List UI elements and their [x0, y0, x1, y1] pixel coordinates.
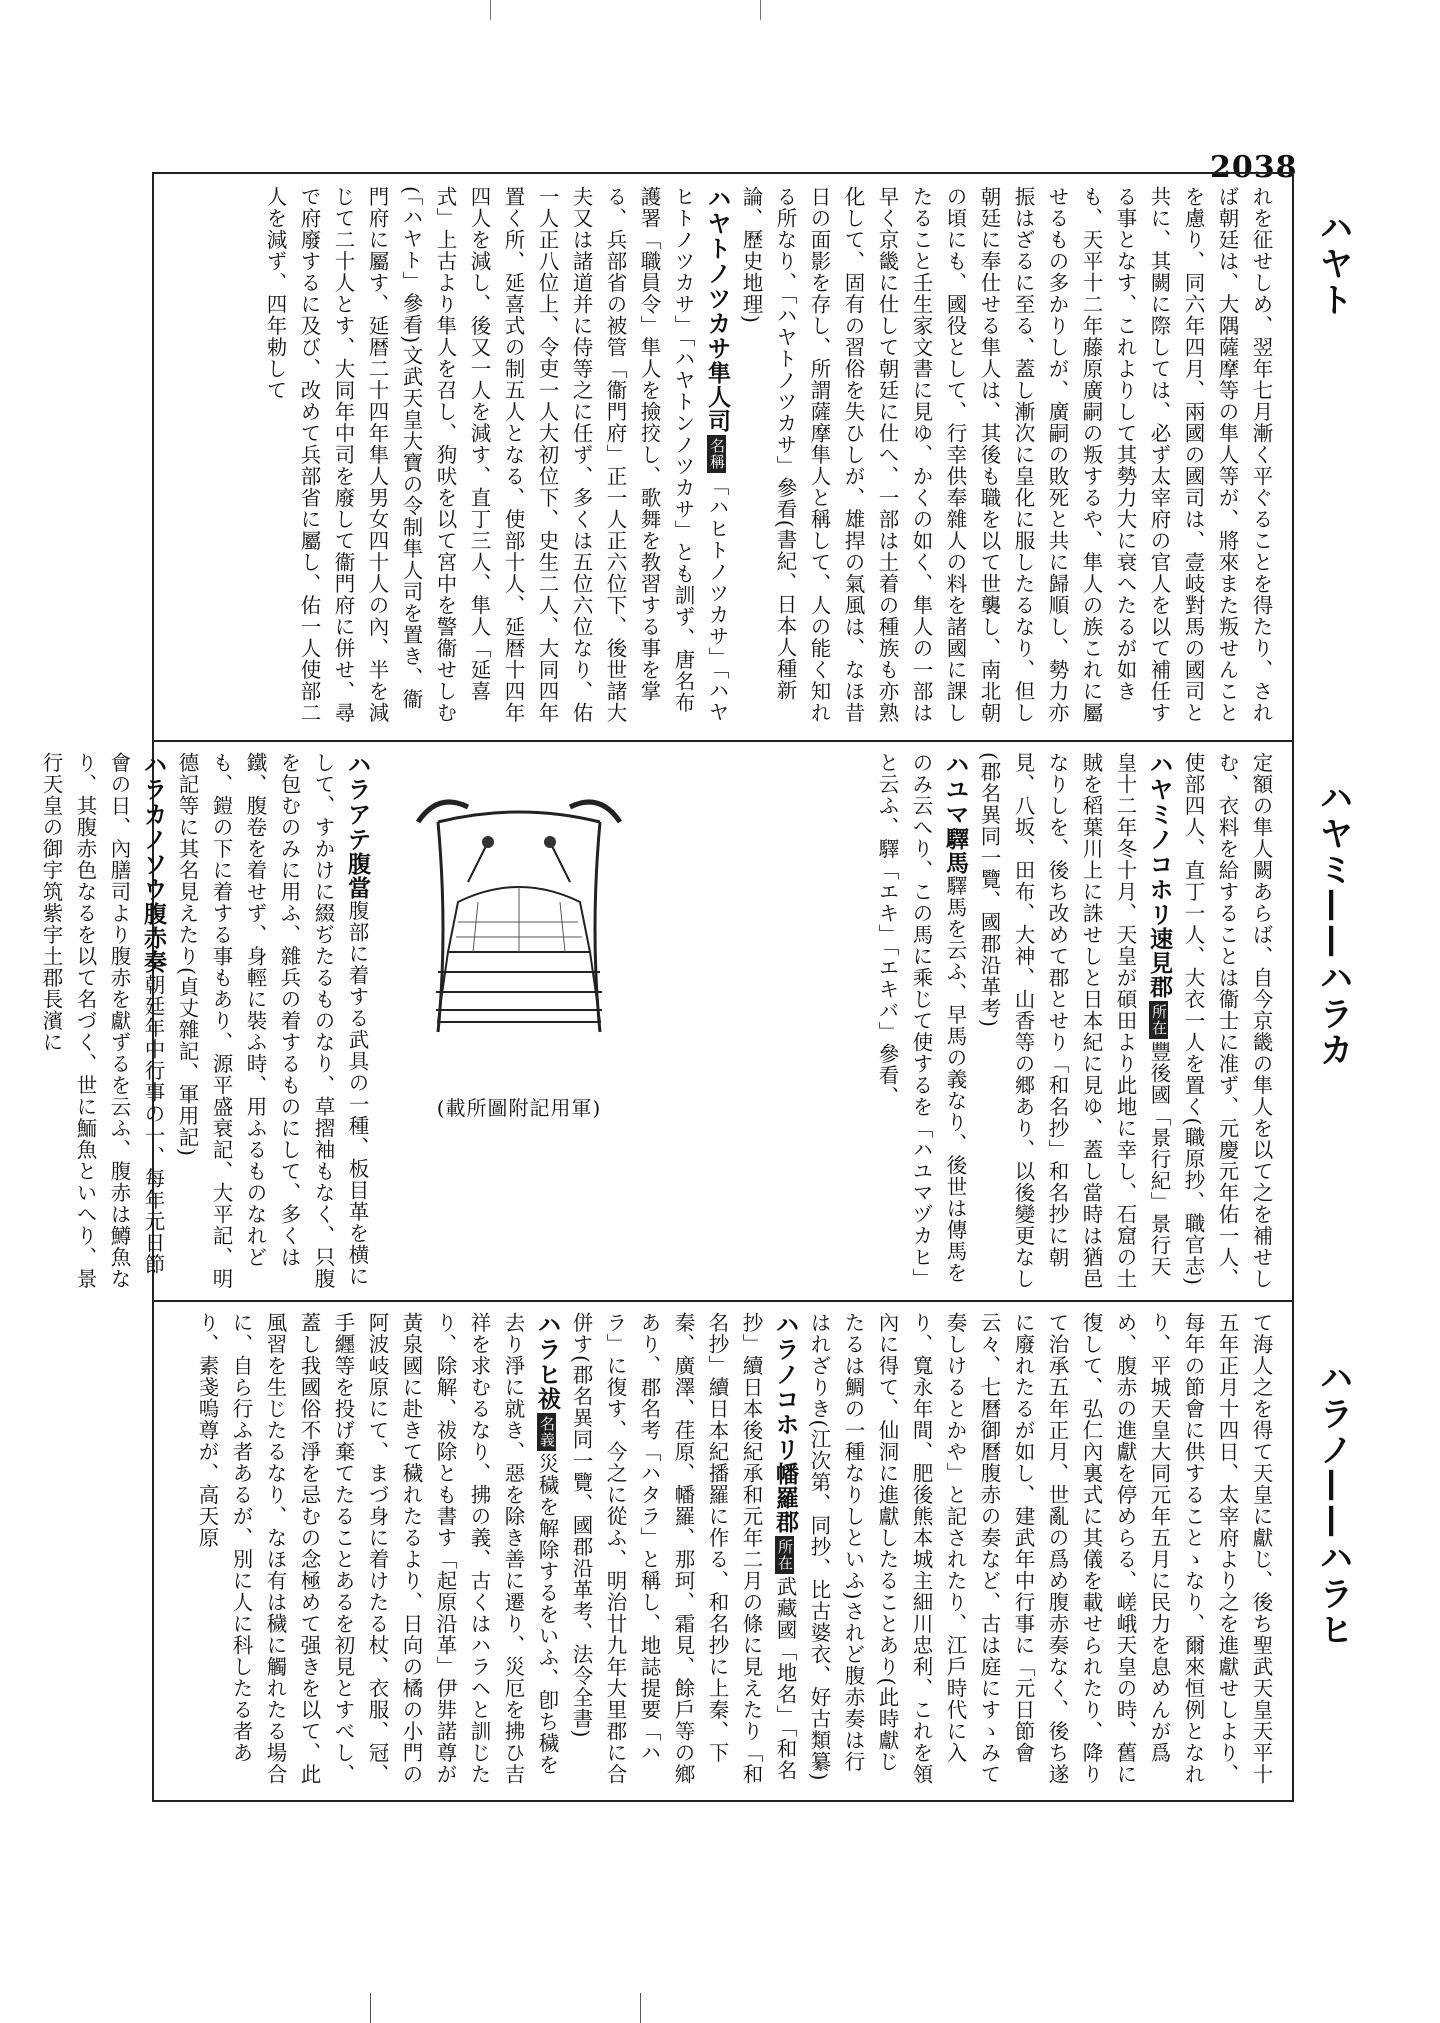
paragraph-continuation: て海人之を得て天皇に獻じ、後ち聖武天皇天平十五年正月十四日、太宰府より之を進獻せしより、每年の節會に供することゝなり、爾來恒例となれり、平城天皇大同元年五月に民力を息めんが爲め、腹赤の進獻を停めらる、嵯峨天皇の時、舊に復して、弘仁內裏式に其儀を載せられたり、降りて治承五年正月、世亂の爲め腹赤奏なく、後ち遂に廢れたるが如し、建武年中行事に「元日節會云々、七曆御曆腹赤の奏など、古は庭にすゝみて奏しけるとかや」と記されたり、江戶時代に入り、寬永年間、肥後熊本城主細川忠利、これを領內に得て、仙洞に進獻したることあり(此時獻じたるは鯛の一種なりしといふ)されど腹赤奏は行はれざりき(江次第、同抄、比古婆衣、好古類纂): [807, 1312, 1273, 1785]
side-tab-harano-harahi: ハラノ——ハラヒ: [1313, 1360, 1353, 1648]
entry-block-harano: [168, 1312, 1278, 1790]
entry-hayami-no-kohori: [972, 752, 1176, 1290]
section-divider-lower: [152, 1300, 1294, 1302]
illustration-caption: (載所圖附記用軍): [436, 1096, 602, 1120]
entry-body: 腹部に着する武具の一種、板目革を横にして、すかけに綴ぢたるものなり、草摺袖もなく、只腹を包むのみに用ふ、雜兵の着するものにして、多くは鐵、腹卷を着せず、身輕に裝ふ時、用ふるものなれども、鎧の下に着する事もあり、源平盛衰記、大平記、明德記等に其名見えたり(貞丈雜記、軍用記): [175, 752, 369, 1290]
entry-kanji: 驛馬: [942, 827, 969, 875]
entry-headword: ハラヒ: [533, 1312, 561, 1387]
entry-body: 武藏國「地名」「和名抄」續日本後紀承和元年二月の條に見えたり「和名抄」續日本紀播羅に作る、和名抄に上秦、下秦、廣澤、荏原、幡羅、那珂、霜見、餘戶等の鄉あり、郡名考「ハタラ」と稱し、地誌提要「ハラ」に復す、今之に從ふ、明治廿九年大里郡に合併す(郡名異同一覽、國郡沿革考、法令全書): [569, 1312, 797, 1785]
entry-headword: ハラカノソウ: [139, 752, 167, 902]
haraate-armor-drawing: [378, 782, 660, 1082]
entry-kanji: 速見郡: [1146, 927, 1173, 999]
entry-harano-kohori: [564, 1312, 802, 1790]
paragraph-continuation: れを征せしめ、翌年七月漸く平ぐることを得たり、されば朝廷は、大隅薩摩等の隼人等が、將來また叛せんことを慮り、同六年四月、兩國の國司は、壹岐對馬の國司と共に、其闕に際しては、必ず太宰府の官人を以て補任する事となす、これよりして其勢力大に衰へたるが如きも、天平十二年藤原廣嗣の叛するや、隼人の族これに屬せるもの多かりしが、廣嗣の敗死と共に歸順し、勢力亦振はざるに至る、蓋し漸次に皇化に服したるなり、但し朝廷に奉仕せる隼人は、其後も職を以て世襲し、南北朝の頃にも、國役として、行幸供奉雜人の料を諸國に課したること壬生家文書に見ゆ、かくの如く、隼人の一部は早く京畿に仕して朝廷に仕へ、一部は土着の種族も亦熟化して、固有の習俗を失ひしが、雄捍の氣風は、なほ昔日の面影を存し、所謂薩摩隼人と稱して、人の能く知れる所なり、「ハヤトノツカサ」參看(書紀、日本人種新論、歷史地理): [739, 186, 1273, 724]
entry-tag: 所在: [1149, 1001, 1168, 1039]
entry-hayuma: [870, 752, 972, 1290]
entry-tag: 所在: [775, 1536, 794, 1574]
entry-block-hayami-part1: [672, 752, 1278, 1290]
entry-body: 「ハヒトノツカサ」「ハヤヒトノツカサ」「ハヤトンノツカサ」とも訓ず、唐名布護署「職員令」隼人を撿挍し、歌舞を教習する事を掌る、兵部省の被管「衞門府」正一人正六位下、後世諸大夫又は諸道并に侍等之に任ず、多くは五位六位なり、佑一人正八位上、令吏一人大初位下、史生二人、大同四年置く所、延喜式の制五人となる、使部十人、延暦十四年四人を減し、後又一人を減す、直丁三人、隼人「延喜式」上古より隼人を召し、狗吠を以て宮中を警衞せしむ(「ハヤト」參看)文武天皇大寶の令制隼人司を置き、衞門府に屬す、延暦二十四年隼人男女四十人の內、半を減じて二十人とす、大同年中司を廢して衞門府に併せ、尋で府廢するに及び、改めて兵部省に屬し、佑一人使部二人を減ず、四年勅して: [263, 186, 729, 724]
entry-block-hayami-part2: [39, 752, 374, 1290]
entry-headword: ハラノコホリ: [771, 1312, 799, 1462]
entry-body: 朝廷年中行事の一、每年元日節會の日、內膳司より腹赤を獻ずるを云ふ、腹赤は鱒魚なり、其腹赤色なるを以て名づく、世に鮞魚といへり、景行天皇の御宇筑紫宇土郡長濱に: [39, 752, 165, 1290]
entry-haraate: [170, 752, 374, 1290]
side-tab-hayami-haraka: ハヤミ——ハラカ: [1313, 780, 1353, 1068]
entry-haraka-no-sou: [34, 752, 170, 1290]
entry-harahi: [190, 1312, 564, 1790]
section-divider-upper: [152, 740, 1294, 742]
entry-headword: ハヤトノツカサ: [703, 186, 731, 361]
entry-headword: ハヤミノコホリ: [1145, 752, 1173, 927]
fold-mark: [370, 1993, 371, 2023]
entry-headword: ハユマ: [941, 752, 969, 827]
entry-tag: 名稱: [707, 435, 726, 473]
entry-tag: 名義: [537, 1413, 556, 1451]
fold-mark: [760, 0, 761, 20]
entry-kanji: 祓: [534, 1387, 561, 1411]
entry-kanji: 幡羅郡: [772, 1462, 799, 1534]
fold-mark: [640, 1993, 641, 2023]
entry-kanji: 腹赤奏: [140, 902, 167, 974]
illustration-haraate: [378, 782, 660, 1132]
side-tab-hayato: ハヤト: [1313, 210, 1353, 318]
entry-headword: ハラアテ: [343, 752, 371, 852]
fold-mark: [490, 0, 491, 20]
entry-kanji: 腹當: [344, 852, 371, 900]
entry-kanji: 隼人司: [704, 361, 731, 433]
paragraph-continuation: 定額の隼人闕あらば、自今京畿の隼人を以て之を補せしむ、衣料を給することは衞士に准ず、元慶元年佑一人、使部四人、直丁一人、大衣一人を置く(職原抄、職官志): [1181, 752, 1273, 1290]
entry-body: 災穢を解除するをいふ、卽ち穢を去り淨に就き、惡を除き善に遷り、災厄を拂ひ吉祥を求むるなり、拂の義、古くはハラヘと訓じたり、除解、祓除とも書す「起原沿革」伊弉諾尊が黃泉國に赴きて穢れたるより、日向の橘の小門の阿波岐原にて、まづ身に着けたる杖、衣服、冠、手纒等を投げ棄てたることあるを初見とすべし、蓋し我國俗不淨を忌むの念極めて强きを以て、此風習を生じたるなり、なほ有は穢に觸れたる場合に、自ら行ふ者あるが、別に人に科したる者あり、素戔嗚尊が、高天原: [195, 1312, 559, 1785]
entry-block-hayato: [168, 186, 1278, 730]
entry-hayato-no-tsukasa: [258, 186, 734, 730]
entry-body: 豐後國「景行紀」景行天皇十二年冬十月、天皇が碩田より此地に幸し、石窟の土賊を稻葉川上に誅せしと日本紀に見ゆ、蓋し當時は猶邑なりしを、後ち改めて郡とせり「和名抄」和名抄に朝見、八坂、田布、大神、山香等の郷あり、以後變更なし(郡名異同一覽、國郡沿革考): [977, 752, 1171, 1290]
entry-body: 驛馬を云ふ、早馬の義なり、後世は傳馬をのみ云へり、この馬に乘じて使するを「ハユマヅカヒ」と云ふ、驛「エキ」「エキバ」參看、: [875, 752, 967, 1290]
page-number: 2038: [1210, 150, 1298, 185]
